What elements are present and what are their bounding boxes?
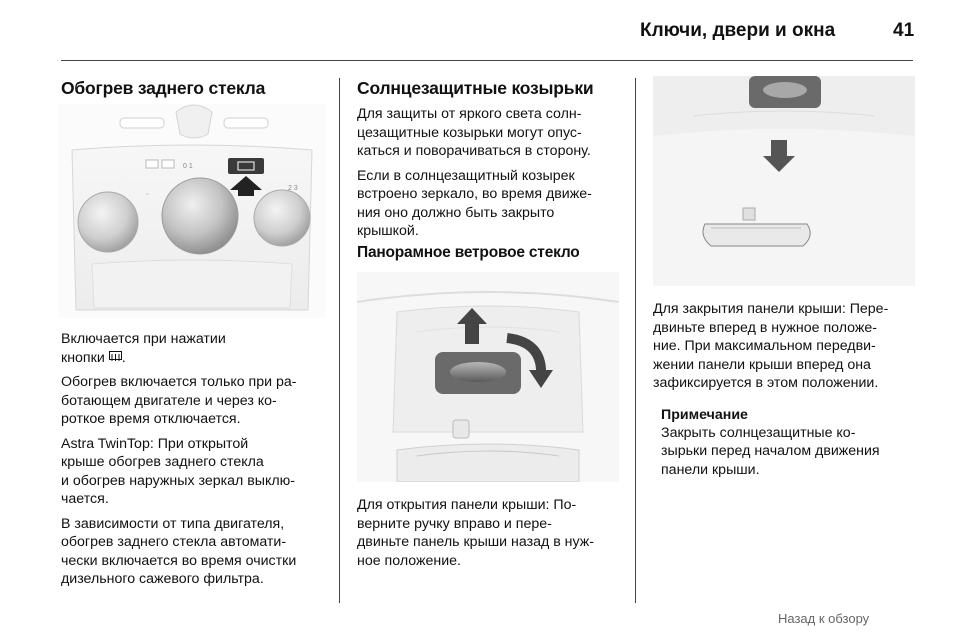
text-line: Закрыть солнцезащитные ко- xyxy=(661,424,856,441)
text-punct: . xyxy=(121,349,126,366)
paragraph xyxy=(357,105,625,161)
svg-text:2 3: 2 3 xyxy=(288,185,298,192)
section-heading: Обогрев заднего стекла xyxy=(61,78,266,98)
note-block xyxy=(653,407,915,480)
text-line: каться и поворачиваться в сторону. xyxy=(357,143,591,159)
text-line: Для закрытия панели крыши: Пере- xyxy=(653,301,889,317)
text-line: Astra TwinTop: При открытой xyxy=(61,435,249,452)
col3-body xyxy=(653,300,915,485)
paragraph xyxy=(357,167,625,241)
text-line: ное положение. xyxy=(357,552,461,569)
text-line: ботающем двигателе и через ко- xyxy=(61,392,277,409)
svg-text:0 1: 0 1 xyxy=(183,163,193,170)
paragraph xyxy=(61,373,333,429)
section-subheading: Панорамное ветровое стекло xyxy=(357,244,580,261)
text-line: зырьки перед началом движения xyxy=(661,443,880,459)
section-rear-defrost xyxy=(61,78,333,99)
page-header-title: Ключи, двери и окна xyxy=(640,20,836,41)
note-text xyxy=(661,424,915,480)
text-line: Обогрев включается только при ра- xyxy=(61,374,297,390)
text-line: кнопки xyxy=(61,349,105,366)
col2-body-bottom xyxy=(357,496,625,576)
text-line: верните ручку вправо и пере- xyxy=(357,515,552,532)
text-line: В зависимости от типа двигателя, xyxy=(61,515,285,532)
text-line: Для защиты от яркого света солн- xyxy=(357,106,582,122)
paragraph xyxy=(61,515,333,589)
column-divider-1 xyxy=(339,78,340,603)
text-line: Включается при нажатии xyxy=(61,331,226,347)
text-line: обогрев заднего стекла автомати- xyxy=(61,534,287,550)
text-line: чески включается во время очистки xyxy=(61,552,297,569)
section-heading: Солнцезащитные козырьки xyxy=(357,78,594,98)
text-line: встроено зеркало, во время движе- xyxy=(357,186,592,202)
col1-body xyxy=(61,330,333,595)
text-line: крышкой. xyxy=(357,223,419,239)
back-to-overview-link[interactable]: Назад к обзору xyxy=(778,611,870,626)
page-number: 41 xyxy=(893,20,915,41)
text-line: цезащитные козырьки могут опус- xyxy=(357,124,582,141)
paragraph xyxy=(61,330,333,367)
roof-panel-close-illustration xyxy=(653,76,915,286)
paragraph xyxy=(61,435,333,509)
climate-panel-illustration xyxy=(58,104,326,318)
roof-handle-illustration xyxy=(357,272,619,482)
rear-window-heater-icon xyxy=(109,351,122,363)
text-line: и обогрев наружных зеркал выклю- xyxy=(61,472,295,489)
text-line: ние. При максимальном передви- xyxy=(653,338,876,354)
text-line: панели крыши. xyxy=(661,461,760,478)
paragraph xyxy=(653,300,915,393)
section-panoramic-windscreen xyxy=(357,244,625,262)
paragraph xyxy=(357,496,625,570)
text-line: крыше обогрев заднего стекла xyxy=(61,454,264,470)
text-line: роткое время отключается. xyxy=(61,411,241,427)
column-divider-2 xyxy=(635,78,636,603)
text-line: зафиксируется в этом положении. xyxy=(653,375,879,391)
text-line: дизельного сажевого фильтра. xyxy=(61,571,264,587)
section-sun-visors xyxy=(357,78,625,247)
text-line: двиньте панель крыши назад в нуж- xyxy=(357,534,594,550)
text-line: двиньте вперед в нужное положе- xyxy=(653,319,877,336)
text-line: ния оно должно быть закрыто xyxy=(357,204,555,221)
svg-text:◦: ◦ xyxy=(146,191,149,198)
text-line: чается. xyxy=(61,491,109,507)
text-line: жении панели крыши вперед она xyxy=(653,356,871,373)
text-line: Если в солнцезащитный козырек xyxy=(357,167,575,184)
header-rule xyxy=(61,60,913,61)
note-title: Примечание xyxy=(661,406,748,423)
text-line: Для открытия панели крыши: По- xyxy=(357,497,577,513)
